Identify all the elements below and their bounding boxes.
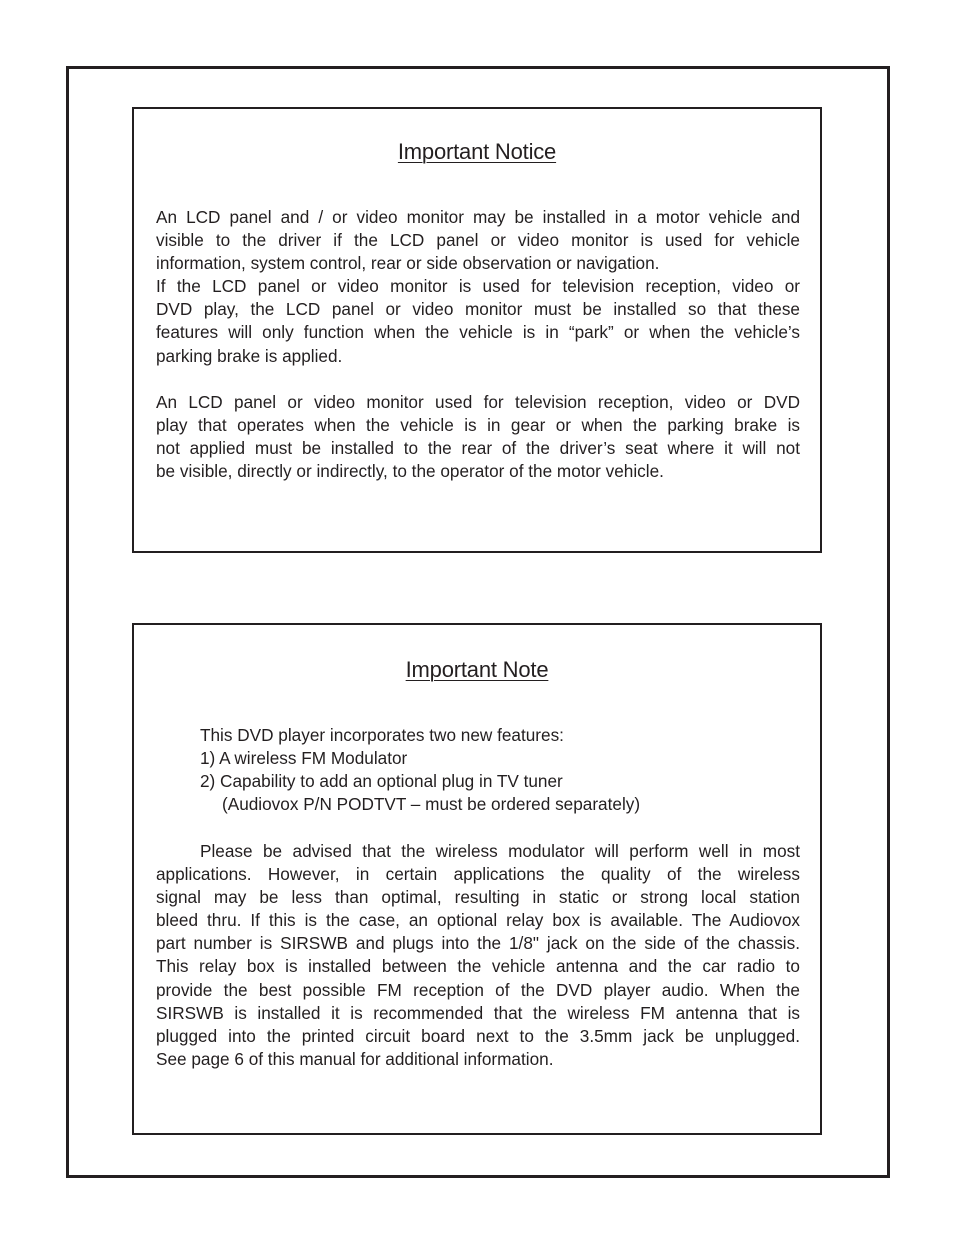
text-line: plugged into the printed circuit board next to the 3.5mm jack be unplugged. bbox=[156, 1025, 800, 1046]
text-line: applications. However, in certain applications the quality of the wireless bbox=[156, 864, 800, 885]
text-line: parking brake is applied. bbox=[156, 345, 343, 366]
notice-paragraph-2 bbox=[156, 391, 800, 483]
text-line: Please be advised that the wireless modulator will perform well in most bbox=[200, 841, 800, 861]
text-line: If the LCD panel or video monitor is used for television reception, video or bbox=[156, 276, 800, 297]
text-line: SIRSWB is installed it is recommended that the wireless FM antenna that is bbox=[156, 1002, 800, 1023]
text-line: An LCD panel or video monitor used for television reception, video or DVD bbox=[156, 392, 800, 412]
text-line: bleed thru. If this is the case, an optional relay box is available. The Audiovox bbox=[156, 910, 800, 931]
text-line: play that operates when the vehicle is in gear or when the parking brake is bbox=[156, 415, 800, 436]
text-line: information, system control, rear or side observation or navigation. bbox=[156, 253, 660, 274]
text-line: This relay box is installed between the vehicle antenna and the car radio to bbox=[156, 956, 800, 977]
text-line: visible to the driver if the LCD panel or video monitor is used for vehicle bbox=[156, 230, 800, 251]
text-line: features will only function when the vehicle is in “park” or when the vehicle’s bbox=[156, 322, 800, 343]
note-paragraph bbox=[156, 840, 800, 1071]
text-line: An LCD panel and / or video monitor may be installed in a motor vehicle and bbox=[156, 207, 800, 227]
text-line: provide the best possible FM reception of the DVD player audio. When the bbox=[156, 979, 800, 1000]
feature-list bbox=[200, 724, 640, 816]
important-note-title: Important Note bbox=[405, 657, 549, 682]
feature-item: 2) Capability to add an optional plug in TV tuner bbox=[200, 771, 563, 792]
text-line: not applied must be installed to the rear of the driver’s seat where it will not bbox=[156, 438, 800, 459]
important-notice-title: Important Notice bbox=[397, 139, 557, 164]
notice-paragraph-1 bbox=[156, 206, 800, 368]
feature-item-detail: (Audiovox P/N PODTVT – must be ordered separately) bbox=[222, 794, 641, 815]
text-line: DVD play, the LCD panel or video monitor must be installed so that these bbox=[156, 299, 800, 320]
text-line: be visible, directly or indirectly, to the operator of the motor vehicle. bbox=[156, 461, 664, 482]
text-line: See page 6 of this manual for additional information. bbox=[156, 1048, 554, 1069]
text-line: signal may be less than optimal, resulting in static or strong local station bbox=[156, 887, 800, 908]
feature-intro: This DVD player incorporates two new features: bbox=[200, 725, 564, 745]
important-notice-box bbox=[132, 107, 822, 553]
important-note-box bbox=[132, 623, 822, 1135]
feature-item: 1) A wireless FM Modulator bbox=[200, 748, 408, 769]
text-line: part number is SIRSWB and plugs into the 1/8" jack on the side of the chassis. bbox=[156, 933, 800, 954]
